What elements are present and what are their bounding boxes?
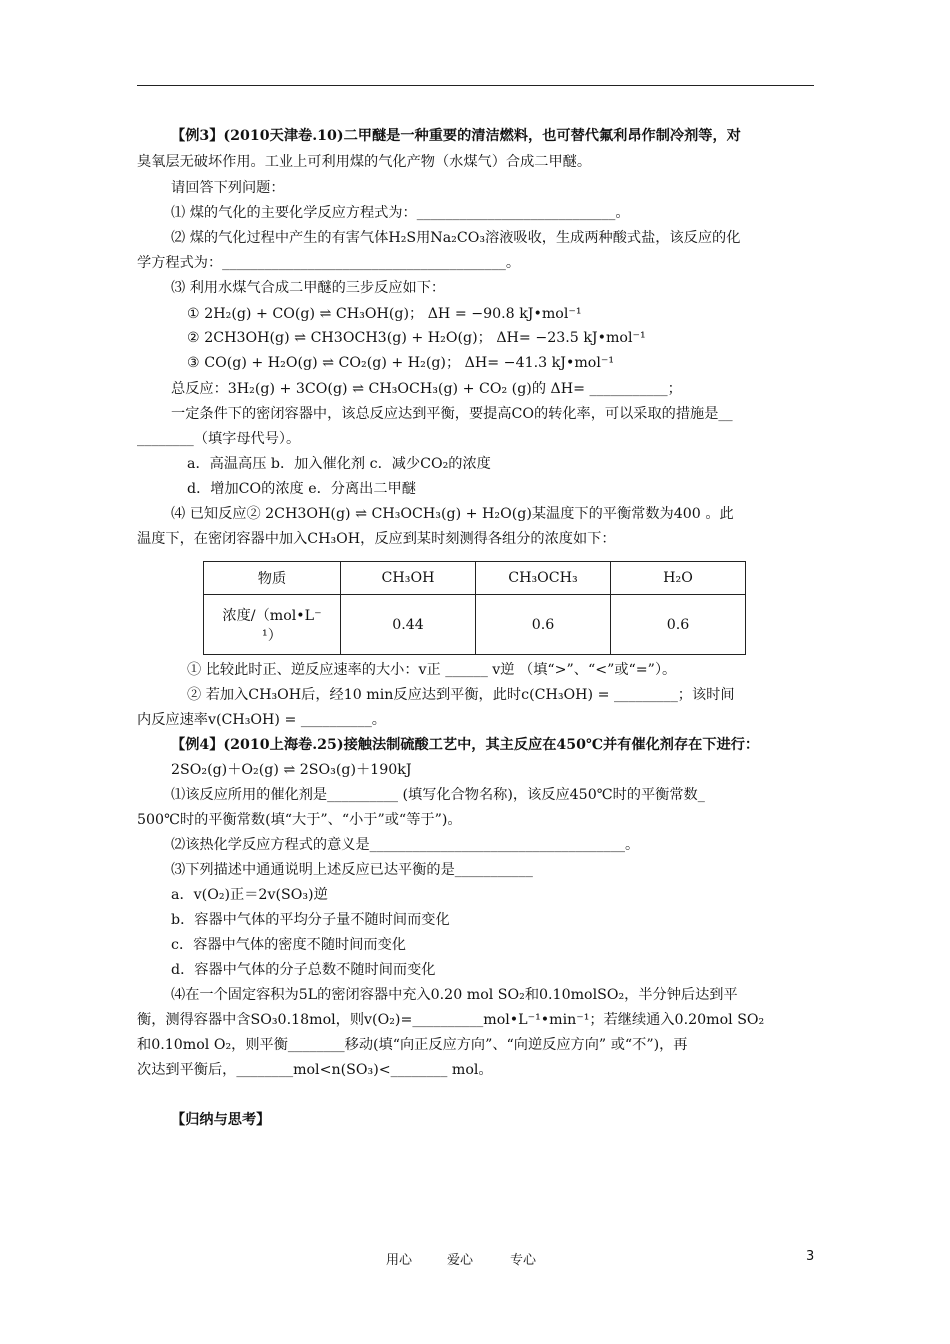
text-line: 一定条件下的密闭容器中，该总反应达到平衡，要提高CO的转化率，可以采取的措施是__ [171, 406, 733, 422]
page-number: 3 [806, 1249, 815, 1264]
footer-motto: 用心 [386, 1253, 413, 1268]
text-line: 衡，测得容器中含SO₃0.18mol，则v(O₂)=__________mol•L⁻¹•min⁻¹；若继续通入0.20mol SO₂ [137, 1012, 765, 1028]
text-line: ① 比较此时正、逆反应速率的大小：v正 ______ v逆 （填“>”、“<”或“=”）。 [187, 662, 677, 678]
text-line: 请回答下列问题： [171, 180, 285, 196]
table-header-cell: CH₃OCH₃ [476, 562, 611, 595]
text-line: ⑶ 利用水煤气合成二甲醚的三步反应如下： [171, 280, 446, 296]
table-header-cell: 物质 [204, 562, 341, 595]
text-line: 臭氧层无破坏作用。工业上可利用煤的气化产物（水煤气）合成二甲醚。 [137, 154, 592, 170]
text-line: 500℃时的平衡常数(填“大于”、“小于”或“等于”)。 [137, 812, 462, 828]
text-line: 温度下，在密闭容器中加入CH₃OH，反应到某时刻测得各组分的浓度如下： [137, 531, 616, 547]
reaction-line: ① 2H₂(g) + CO(g) ⇌ CH₃OH(g)； ΔH = −90.8 kJ•mol⁻¹ [187, 306, 582, 322]
table-cell: 0.6 [611, 595, 746, 655]
text-line: 总反应：3H₂(g) + 3CO(g) ⇌ CH₃OCH₃(g) + CO₂ (g)的 ΔH= ___________； [171, 381, 682, 397]
footer-motto: 专心 [510, 1253, 537, 1268]
text-line: ⑷ 已知反应② 2CH3OH(g) ⇌ CH₃OCH₃(g) + H₂O(g)某温度下的平衡常数为400 。此 [171, 506, 734, 522]
text-line: ② 若加入CH₃OH后，经10 min反应达到平衡，此时c(CH₃OH) = _________；该时间 [187, 687, 735, 703]
text-line: ⑴ 煤的气化的主要化学反应方程式为：____________________________。 [171, 205, 630, 221]
option-line: a．高温高压 b．加入催化剂 c．减少CO₂的浓度 [187, 456, 491, 472]
table-header-cell: H₂O [611, 562, 746, 595]
text-line: 内反应速率v(CH₃OH) = __________。 [137, 712, 386, 728]
option-line: a．v(O₂)正＝2v(SO₃)逆 [171, 887, 328, 903]
reaction-line: ② 2CH3OH(g) ⇌ CH3OCH3(g) + H₂O(g)； ΔH= −23.5 kJ•mol⁻¹ [187, 330, 646, 346]
text-line: ⑴该反应所用的催化剂是__________ (填写化合物名称)，该反应450℃时的平衡常数_ [171, 787, 705, 803]
header-rule [137, 85, 814, 86]
text-line: 和0.10mol O₂，则平衡________移动(填“向正反应方向”、“向逆反应方向” 或“不”)，再 [137, 1037, 688, 1053]
footer-motto: 爱心 [447, 1253, 474, 1268]
section-heading: 【归纳与思考】 [171, 1112, 271, 1128]
text-line: ⑶下列描述中通通说明上述反应已达平衡的是___________ [171, 862, 533, 878]
text-line: ⑵该热化学反应方程式的意义是____________________________________。 [171, 837, 640, 853]
reaction-line: ③ CO(g) + H₂O(g) ⇌ CO₂(g) + H₂(g)； ΔH= −41.3 kJ•mol⁻¹ [187, 355, 615, 371]
option-line: b．容器中气体的平均分子量不随时间而变化 [171, 912, 450, 928]
text-line: 【例3】(2010天津卷.10)二甲醚是一种重要的清洁燃料，也可替代氟利昂作制冷剂等，对 [171, 128, 741, 144]
reaction-line: 2SO₂(g)＋O₂(g) ⇌ 2SO₃(g)＋190kJ [171, 762, 412, 778]
option-line: d．容器中气体的分子总数不随时间而变化 [171, 962, 436, 978]
option-line: c．容器中气体的密度不随时间而变化 [171, 937, 406, 953]
text-line: ⑷在一个固定容积为5L的密闭容器中充入0.20 mol SO₂和0.10molSO₂，半分钟后达到平 [171, 987, 738, 1003]
row-label-line: 浓度/（mol•L⁻ [222, 607, 322, 624]
row-label-line: ¹） [262, 627, 282, 644]
text-line: 【例4】(2010上海卷.25)接触法制硫酸工艺中，其主反应在450℃并有催化剂存在下进行： [171, 737, 760, 753]
option-line: d．增加CO的浓度 e．分离出二甲醚 [187, 481, 416, 497]
table-row-label [204, 595, 341, 655]
text-line: 学方程式为：________________________________________。 [137, 255, 521, 271]
table-cell: 0.6 [476, 595, 611, 655]
table-cell: 0.44 [341, 595, 476, 655]
text-line: 次达到平衡后，________mol<n(SO₃)<________ mol。 [137, 1062, 493, 1078]
concentration-table [203, 561, 746, 655]
text-line: ⑵ 煤的气化过程中产生的有害气体H₂S用Na₂CO₃溶液吸收，生成两种酸式盐，该反应的化 [171, 230, 741, 246]
table-header-cell: CH₃OH [341, 562, 476, 595]
text-line: ________（填字母代号）。 [137, 431, 301, 447]
